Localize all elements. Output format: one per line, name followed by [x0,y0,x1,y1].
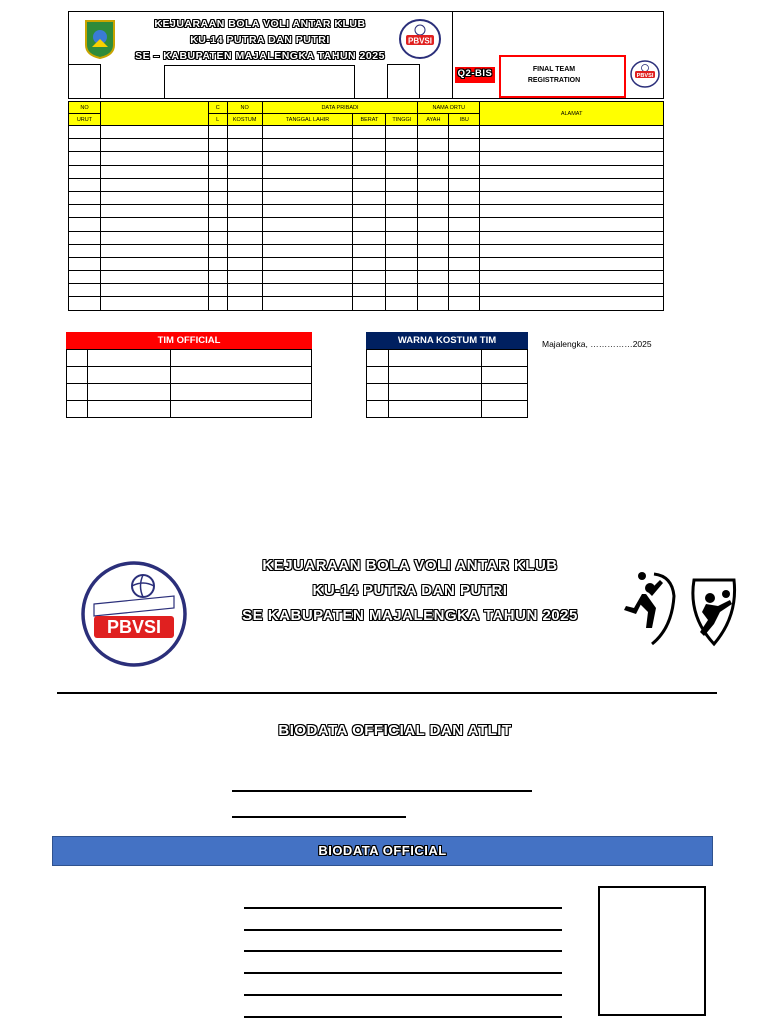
roster-row [69,257,664,270]
roster-row-cell[interactable] [100,126,208,139]
form-title-line1: KEJUARAAN BOLA VOLI ANTAR KLUB [154,18,366,30]
roster-row-cell[interactable] [418,191,449,204]
header-cell-b [164,65,355,99]
roster-row-cell[interactable] [418,152,449,165]
header-nama [100,102,208,126]
roster-row-cell[interactable] [208,205,227,218]
roster-row-cell[interactable] [227,205,262,218]
roster-row-cell[interactable] [208,231,227,244]
roster-row-cell[interactable] [208,126,227,139]
roster-row [69,231,664,244]
official-row-cell[interactable] [87,367,170,384]
official-row [67,384,312,401]
roster-row-cell[interactable] [386,284,418,297]
tim-official-table [66,349,312,418]
roster-row-cell[interactable] [227,126,262,139]
roster-row-cell[interactable] [262,284,353,297]
roster-row-cell[interactable] [262,244,353,257]
roster-row-cell[interactable] [386,139,418,152]
header-no-kostum: NO [227,102,262,114]
roster-row-cell[interactable] [100,244,208,257]
roster-row-cell[interactable] [69,165,101,178]
roster-row-cell[interactable] [418,284,449,297]
header-no: NO [69,102,101,114]
roster-row-cell[interactable] [418,205,449,218]
roster-row-cell[interactable] [262,139,353,152]
roster-row-cell[interactable] [227,165,262,178]
roster-row-cell[interactable] [100,205,208,218]
form-code: Q2-BIS [457,68,493,79]
roster-row-cell[interactable] [100,178,208,191]
roster-row-cell[interactable] [69,218,101,231]
roster-row-cell[interactable] [227,257,262,270]
header-ibu: IBU [449,114,480,126]
tim-official-title: TIM OFFICIAL [157,335,221,346]
roster-row-cell[interactable] [418,165,449,178]
roster-row-cell[interactable] [262,205,353,218]
official-row [67,350,312,367]
roster-row-cell[interactable] [262,126,353,139]
pbvsi-logo-tiny [630,60,660,88]
roster-row-cell[interactable] [353,271,386,284]
roster-row-cell[interactable] [480,244,664,257]
roster-row-cell[interactable] [100,297,208,310]
roster-row-cell[interactable] [418,271,449,284]
roster-row [69,191,664,204]
warna-kostum-table [366,349,528,418]
cover-title-line1: KEJUARAAN BOLA VOLI ANTAR KLUB [262,557,558,574]
roster-row-cell[interactable] [449,244,480,257]
roster-row-cell[interactable] [480,231,664,244]
roster-row-cell[interactable] [449,178,480,191]
roster-row-cell[interactable] [418,126,449,139]
roster-row-cell[interactable] [353,191,386,204]
header-cell-c [387,64,420,99]
roster-row-cell[interactable] [69,244,101,257]
roster-row-cell[interactable] [227,152,262,165]
roster-row-cell[interactable] [100,218,208,231]
kostum-row [367,384,528,401]
roster-row-cell[interactable] [100,152,208,165]
header-divider [452,11,453,99]
roster-row-cell[interactable] [449,231,480,244]
roster-row-cell[interactable] [480,297,664,310]
cover-title-line2: KU-14 PUTRA DAN PUTRI [312,582,508,599]
roster-row [69,152,664,165]
cover-subtitle: BIODATA OFFICIAL DAN ATLIT [278,722,512,739]
svg-text:PBVSI: PBVSI [636,72,654,79]
roster-row-cell[interactable] [100,165,208,178]
roster-row-cell[interactable] [449,139,480,152]
roster-row-cell[interactable] [353,218,386,231]
svg-text:PBVSI: PBVSI [106,617,162,637]
roster-row-cell[interactable] [449,152,480,165]
roster-row [69,178,664,191]
header-alamat: ALAMAT [480,102,664,126]
cover-title-line3: SE KABUPATEN MAJALENGKA TAHUN 2025 [242,607,578,624]
kostum-row [367,401,528,418]
roster-row-cell[interactable] [208,178,227,191]
field-line-3[interactable] [244,950,562,952]
field-line-4[interactable] [244,972,562,974]
roster-row-cell[interactable] [353,284,386,297]
roster-row-cell[interactable] [69,257,101,270]
roster-row-cell[interactable] [386,178,418,191]
kostum-row-cell[interactable] [388,367,481,384]
form-title-line2: KU-14 PUTRA DAN PUTRI [190,34,330,46]
header-tinggi: TINGGI [386,114,418,126]
roster-row-cell[interactable] [69,139,101,152]
roster-row-cell[interactable] [480,205,664,218]
roster-row-cell[interactable] [418,139,449,152]
roster-row-cell[interactable] [227,191,262,204]
kostum-row-cell[interactable] [367,367,389,384]
roster-row-cell[interactable] [449,165,480,178]
header-c: C [208,102,227,114]
roster-row-cell[interactable] [100,271,208,284]
roster-row-cell[interactable] [480,178,664,191]
field-line-1[interactable] [244,907,562,909]
roster-row-cell[interactable] [418,257,449,270]
cover-divider [57,692,717,694]
roster-row [69,139,664,152]
roster-row-cell[interactable] [449,191,480,204]
roster-row-cell[interactable] [480,191,664,204]
roster-row-cell[interactable] [208,297,227,310]
roster-row-cell[interactable] [262,297,353,310]
official-row-cell[interactable] [170,367,311,384]
roster-row-cell[interactable] [353,178,386,191]
header-data-pribadi: DATA PRIBADI [262,102,418,114]
roster-table [68,101,664,311]
roster-row-cell[interactable] [353,152,386,165]
roster-row-cell[interactable] [100,284,208,297]
official-row-cell[interactable] [170,384,311,401]
volleyball-dig-icon [684,576,742,648]
roster-row-cell[interactable] [480,257,664,270]
header-l: L [208,114,227,126]
kostum-row [367,350,528,367]
roster-row-cell[interactable] [69,152,101,165]
kostum-row-cell[interactable] [388,384,481,401]
roster-row-cell[interactable] [386,231,418,244]
roster-row-cell[interactable] [418,218,449,231]
roster-row-cell[interactable] [353,205,386,218]
roster-row-cell[interactable] [386,271,418,284]
roster-row-cell[interactable] [208,218,227,231]
roster-row-cell[interactable] [208,257,227,270]
roster-row [69,218,664,231]
roster-row-cell[interactable] [480,139,664,152]
official-row-cell[interactable] [67,350,88,367]
official-row-cell[interactable] [67,401,88,418]
roster-row-cell[interactable] [418,178,449,191]
header-nama-ortu: NAMA ORTU [418,102,480,114]
kostum-row-cell[interactable] [388,350,481,367]
header-kostum: KOSTUM [227,114,262,126]
roster-row-cell[interactable] [227,271,262,284]
roster-row-cell[interactable] [262,231,353,244]
regency-emblem [84,19,116,59]
roster-row-cell[interactable] [208,139,227,152]
roster-row-cell[interactable] [353,126,386,139]
roster-row [69,205,664,218]
roster-row-cell[interactable] [480,152,664,165]
date-line: Majalengka, ……………2025 [542,339,652,349]
roster-row-cell[interactable] [386,205,418,218]
roster-row-cell[interactable] [262,165,353,178]
kostum-row-cell[interactable] [482,401,528,418]
roster-row-cell[interactable] [262,191,353,204]
volleyball-spike-icon [616,568,680,648]
roster-row-cell[interactable] [449,257,480,270]
roster-row [69,126,664,139]
roster-row-cell[interactable] [262,257,353,270]
header-tanggal-lahir: TANGGAL LAHIR [262,114,353,126]
field-line-5[interactable] [244,994,562,996]
roster-row [69,271,664,284]
roster-row-cell[interactable] [227,218,262,231]
roster-row-cell[interactable] [386,297,418,310]
official-row-cell[interactable] [67,367,88,384]
kostum-row-cell[interactable] [388,401,481,418]
pbvsi-logo-small [399,19,441,59]
roster-row-cell[interactable] [208,271,227,284]
roster-row-cell[interactable] [386,152,418,165]
official-row [67,401,312,418]
roster-row-cell[interactable] [353,165,386,178]
roster-row-cell[interactable] [262,178,353,191]
roster-row-cell[interactable] [227,284,262,297]
roster-row-cell[interactable] [386,126,418,139]
roster-row-cell[interactable] [227,139,262,152]
roster-row-cell[interactable] [449,284,480,297]
kostum-row-cell[interactable] [367,350,389,367]
roster-row [69,165,664,178]
field-line-2[interactable] [244,929,562,931]
roster-row-cell[interactable] [100,139,208,152]
roster-row-cell[interactable] [69,191,101,204]
roster-row-cell[interactable] [227,231,262,244]
roster-row-cell[interactable] [386,218,418,231]
photo-box [598,886,706,1016]
roster-row-cell[interactable] [480,126,664,139]
roster-row-cell[interactable] [208,284,227,297]
roster-row-cell[interactable] [353,257,386,270]
tim-official-header [66,332,312,349]
roster-row-cell[interactable] [100,257,208,270]
roster-row-cell[interactable] [480,271,664,284]
roster-row-cell[interactable] [449,297,480,310]
roster-row-cell[interactable] [100,231,208,244]
official-row-cell[interactable] [87,350,170,367]
roster-row-cell[interactable] [100,191,208,204]
warna-kostum-header [366,332,528,349]
official-row-cell[interactable] [67,384,88,401]
roster-row [69,244,664,257]
roster-row-cell[interactable] [69,178,101,191]
roster-row-cell[interactable] [418,297,449,310]
header-urut: URUT [69,114,101,126]
roster-row-cell[interactable] [69,205,101,218]
roster-row-cell[interactable] [386,257,418,270]
final-team-label-2: REGISTRATION [527,77,581,84]
roster-row-cell[interactable] [69,231,101,244]
final-team-label-1: FINAL TEAM [532,66,576,73]
kostum-row-cell[interactable] [482,350,528,367]
roster-row-cell[interactable] [69,271,101,284]
roster-row-cell[interactable] [353,244,386,257]
roster-row-cell[interactable] [386,244,418,257]
roster-row-cell[interactable] [69,126,101,139]
official-row-cell[interactable] [87,384,170,401]
roster-row-cell[interactable] [418,244,449,257]
roster-row-cell[interactable] [262,152,353,165]
official-row-cell[interactable] [170,350,311,367]
roster-row-cell[interactable] [449,126,480,139]
kostum-row [367,367,528,384]
field-line-6[interactable] [244,1016,562,1018]
roster-row-cell[interactable] [353,231,386,244]
warna-kostum-title: WARNA KOSTUM TIM [397,335,497,346]
roster-row [69,284,664,297]
roster-row-cell[interactable] [262,218,353,231]
roster-row-cell[interactable] [69,297,101,310]
header-cell-a [68,64,101,99]
roster-row-cell[interactable] [386,165,418,178]
roster-row-cell[interactable] [480,218,664,231]
header-ayah: AYAH [418,114,449,126]
official-row-cell[interactable] [170,401,311,418]
roster-row-cell[interactable] [227,178,262,191]
kostum-row-cell[interactable] [482,367,528,384]
roster-row-cell[interactable] [480,284,664,297]
name-underline-1 [232,790,532,792]
roster-row [69,297,664,310]
roster-row-cell[interactable] [449,271,480,284]
roster-row-cell[interactable] [227,244,262,257]
roster-row-cell[interactable] [208,152,227,165]
pbvsi-logo-large [80,560,188,668]
roster-row-cell[interactable] [449,205,480,218]
kostum-row-cell[interactable] [367,401,389,418]
roster-row-cell[interactable] [208,244,227,257]
official-row [67,367,312,384]
kostum-row-cell[interactable] [367,384,389,401]
roster-row-cell[interactable] [262,271,353,284]
roster-row-cell[interactable] [208,191,227,204]
roster-row-cell[interactable] [69,284,101,297]
roster-row-cell[interactable] [480,165,664,178]
header-berat: BERAT [353,114,386,126]
svg-text:PBVSI: PBVSI [407,36,433,46]
biodata-official-title: BIODATA OFFICIAL [318,843,447,858]
roster-row-cell[interactable] [227,297,262,310]
roster-row-cell[interactable] [418,231,449,244]
roster-row-cell[interactable] [353,139,386,152]
roster-row-cell[interactable] [208,165,227,178]
kostum-row-cell[interactable] [482,384,528,401]
roster-row-cell[interactable] [386,191,418,204]
roster-row-cell[interactable] [449,218,480,231]
form-title-line3: SE – KABUPATEN MAJALENGKA TAHUN 2025 [135,50,385,62]
official-row-cell[interactable] [87,401,170,418]
name-underline-2 [232,816,406,818]
roster-row-cell[interactable] [353,297,386,310]
